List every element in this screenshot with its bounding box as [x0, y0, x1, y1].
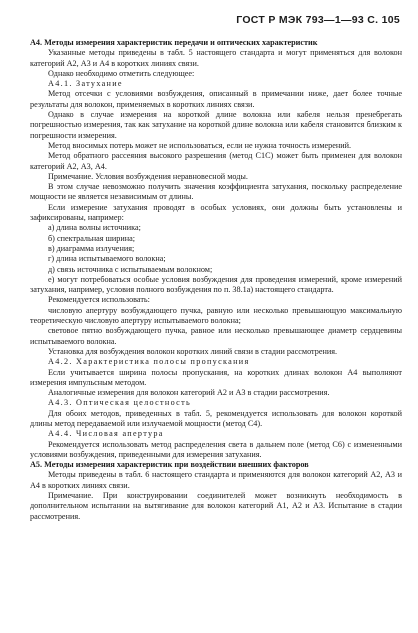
section-a42-heading: А4.2. Характеристика полосы пропускания — [48, 357, 250, 367]
paragraph: Однако в случае измерения на короткой длине волокна или кабеля нельзя пренебрегать погрешностью измерения, так как затухание на короткой длине волокна или кабеля становится близким к погрешности измерения. — [30, 110, 402, 140]
paragraph: Рекомендуется использовать: — [48, 295, 150, 305]
paragraph: Если учитывается ширина полосы пропускания, на коротких длинах волокон А4 выполняют измерения импульсным методом. — [30, 367, 402, 387]
list-item: б) спектральная ширина; — [48, 233, 136, 243]
section-a41-heading: А4.1. Затухание — [48, 79, 123, 89]
note-paragraph: Примечание. Условия возбуждения неравновесной моды. — [48, 171, 248, 181]
paragraph: Методы приведены в табл. 6 настоящего стандарта и применяются для волокон категорий А2, А3 и А4 в коротких линиях связи. — [30, 470, 402, 490]
page-header: ГОСТ Р МЭК 793—1—93 С. 105 — [236, 14, 400, 26]
list-item: г) длина испытываемого волокна; — [48, 254, 166, 264]
list-item: в) диаграмма излучения; — [48, 243, 135, 253]
paragraph: Метод обратного рассеяния высокого разрешения (метод С1С) может быть применен для волокон категорий А2, А3, А4. — [30, 151, 402, 171]
page-body — [30, 38, 402, 522]
section-a5-heading: А5. Методы измерения характеристик при воздействии внешних факторов — [30, 460, 309, 470]
section-a4-heading: А4. Методы измерения характеристик передачи и оптических характеристик — [30, 38, 318, 47]
paragraph: Метод вносимых потерь может не использоваться, если не нужна точность измерений. — [48, 140, 352, 150]
note-paragraph: Примечание. При конструировании соединителей может возникнуть необходимость в дополнительном испытании на вытягивание для волокон категорий А1, А2 и А3. Испытание в стадии рассмотрения. — [30, 491, 402, 521]
paragraph: Указанные методы приведены в табл. 5 настоящего стандарта и могут применяться для волокон категорий А2, А3 и А4 в коротких линиях связи. — [30, 48, 402, 68]
paragraph: Аналогичные измерения для волокон категорий А2 и А3 в стадии рассмотрения. — [48, 388, 330, 398]
paragraph: Для обоих методов, приведенных в табл. 5, рекомендуется использовать для волокон короткой длины метод передаваемой или излучаемой мощности (метод С4). — [30, 408, 402, 428]
section-a43-heading: А4.3. Оптическая целостность — [48, 398, 192, 408]
paragraph: Если измерение затухания проводят в особых условиях, они должны быть установлены и зафиксированы, например: — [30, 202, 402, 223]
list-item: а) длина волны источника; — [48, 223, 141, 233]
list-item: е) могут потребоваться особые условия возбуждения для проведения измерений, кроме измерений затухания, например, условия полного возбуждения по п. 38.1а) настоящего стандарта. — [30, 274, 402, 295]
paragraph: числовую апертуру возбуждающего пучка, равную или несколько превышающую максимальную теоретическую числовую апертуру испытываемого волокна; — [30, 305, 402, 326]
paragraph: Однако необходимо отметить следующее: — [48, 68, 195, 78]
paragraph: Установка для возбуждения волокон коротких линий связи в стадии рассмотрения. — [48, 346, 338, 356]
paragraph: Рекомендуется использовать метод распределения света в дальнем поле (метод С6) с измененными условиями возбуждения, приведенными для измерения затухания. — [30, 439, 402, 459]
list-item: д) связь источника с испытываемым волокном; — [48, 264, 213, 274]
paragraph: световое пятно возбуждающего пучка, равное или несколько превышающее диаметр сердцевины испытываемого волокна. — [30, 326, 402, 346]
paragraph: В этом случае невозможно получить значения коэффициента затухания, поскольку распределение мощности не является независимым от длины. — [30, 182, 402, 202]
paragraph: Метод отсечки с условиями возбуждения, описанный в примечании ниже, дает более точные результаты для волокон, применяемых в коротких линиях связи. — [30, 89, 402, 109]
section-a44-heading: А4.4. Числовая апертура — [48, 429, 164, 439]
